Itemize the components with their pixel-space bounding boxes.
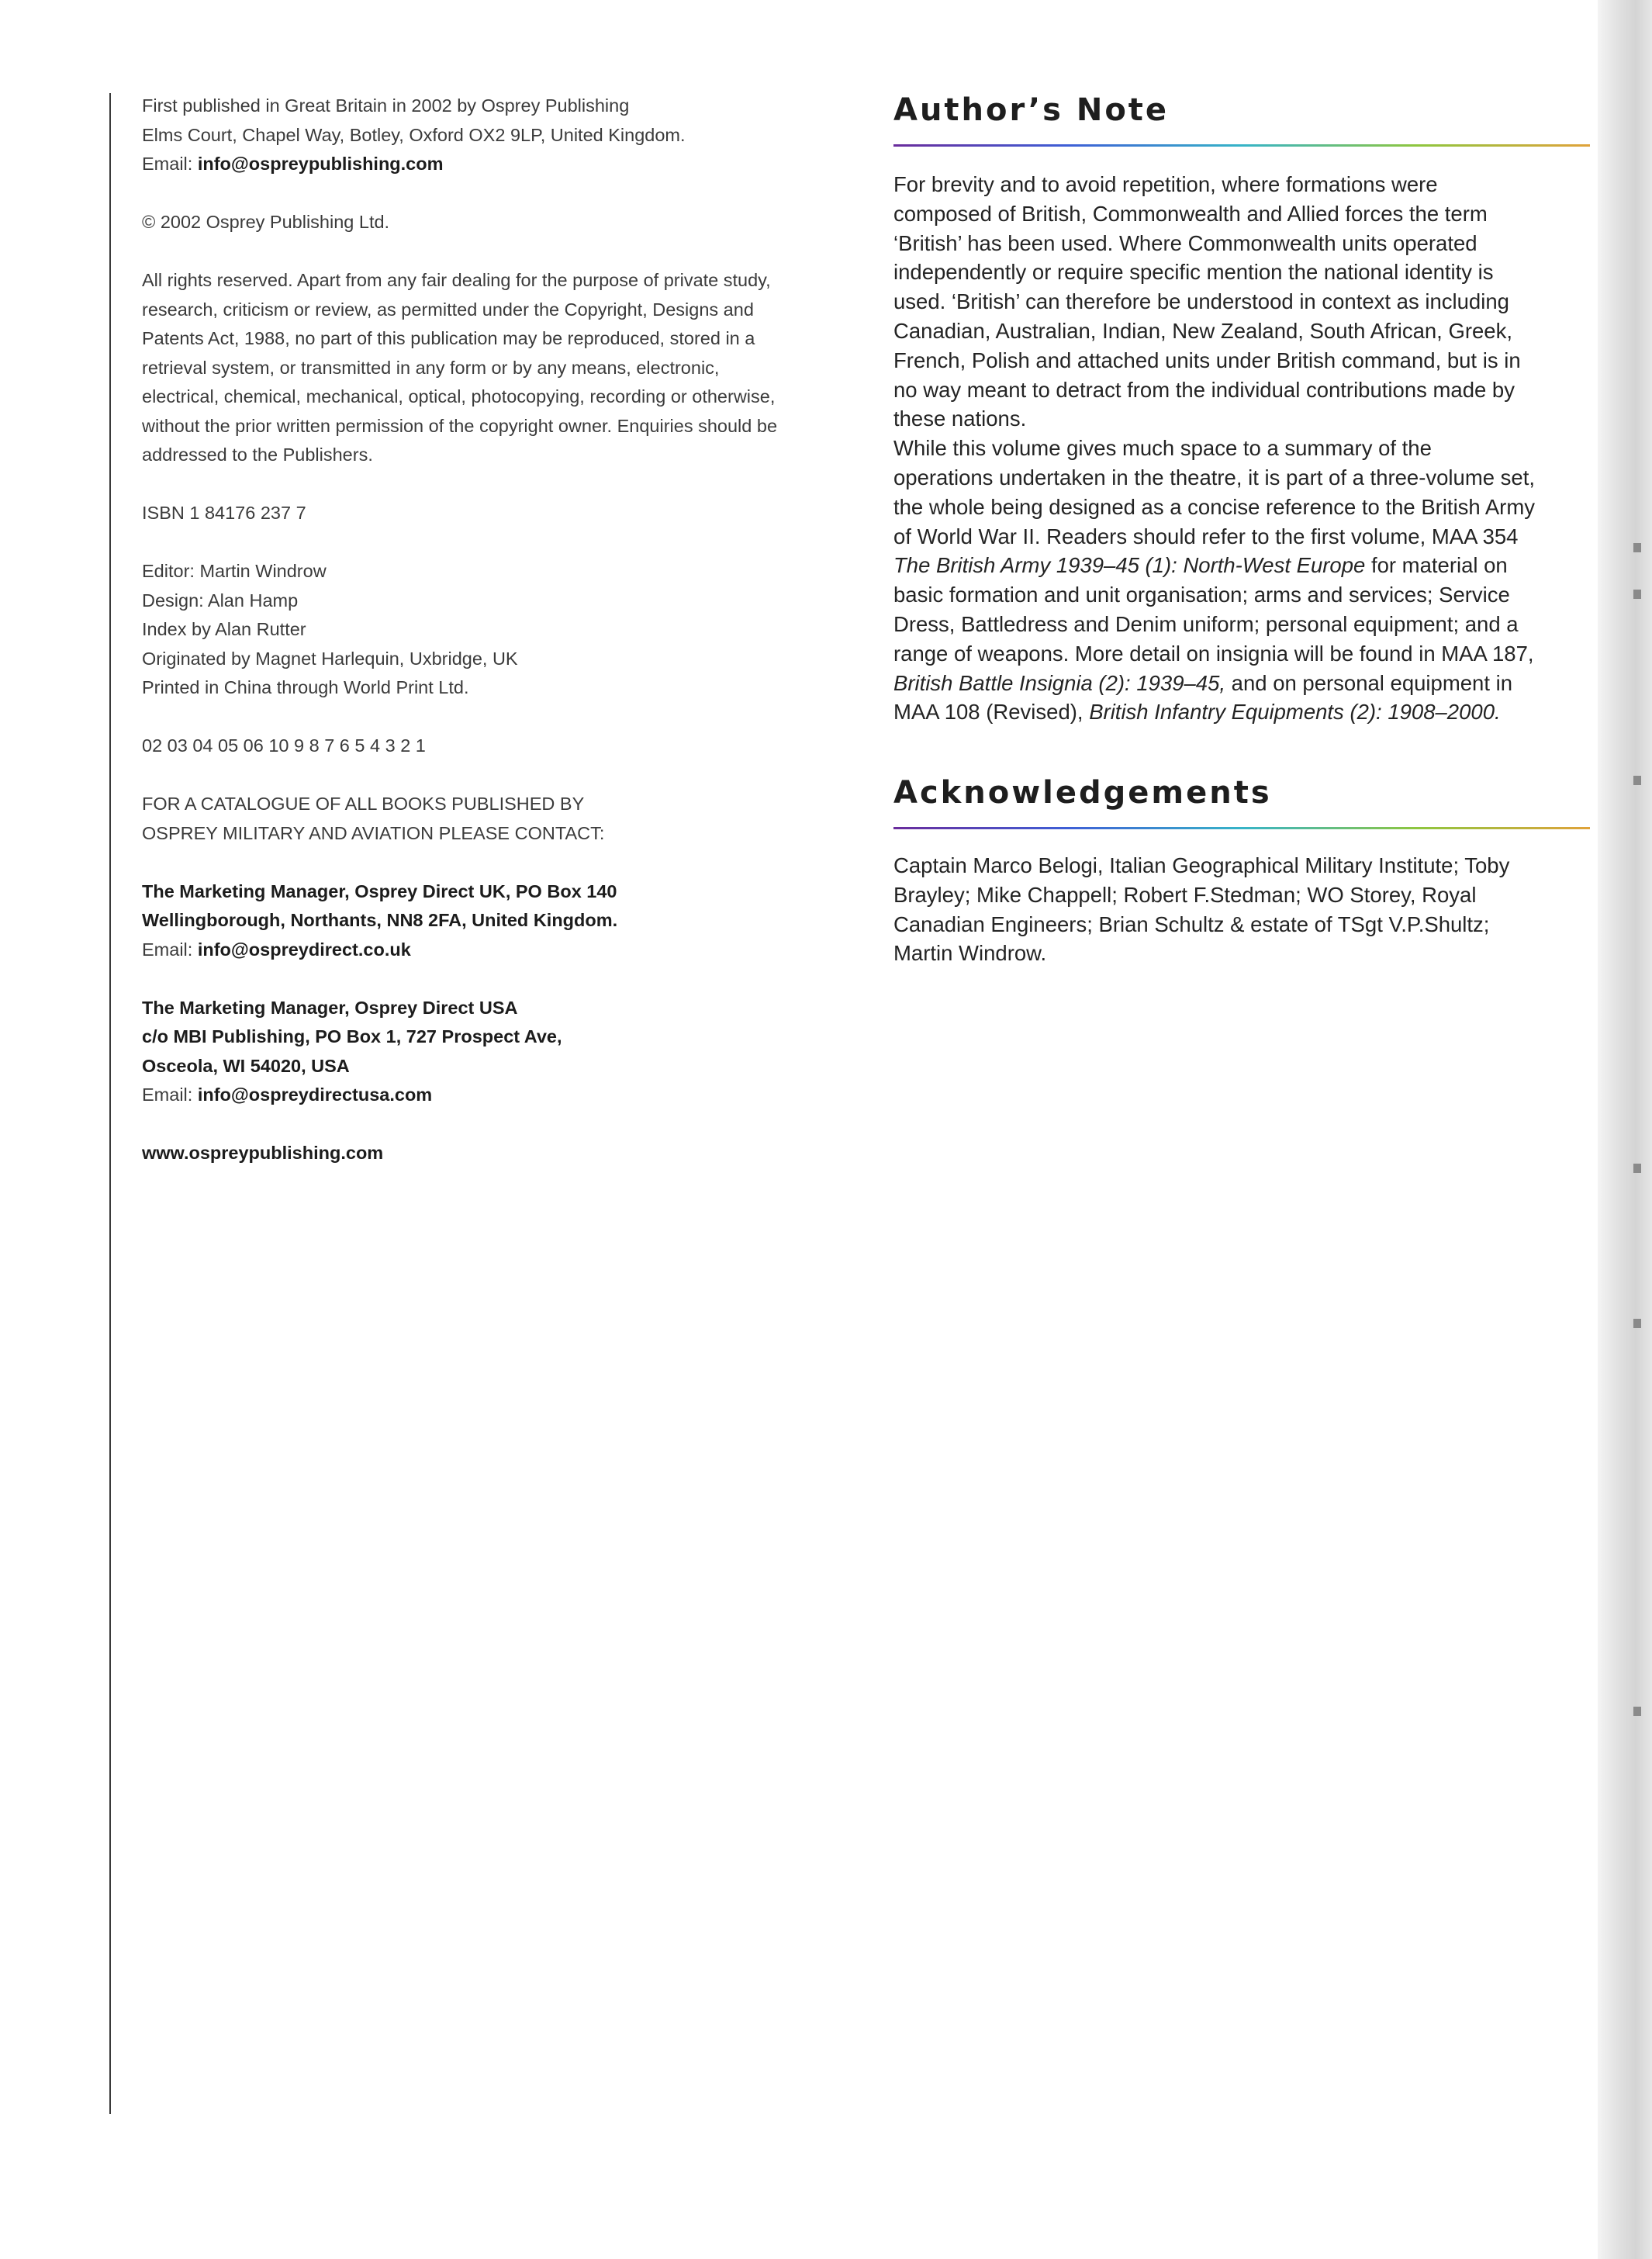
catalogue-notice: FOR A CATALOGUE OF ALL BOOKS PUBLISHED BY OSPREY MILITARY AND AVIATION PLEASE CONTACT:: [142, 794, 605, 843]
book-title: British Infantry Equipments (2): 1908–2000.: [1089, 700, 1501, 725]
authors-note-section: [893, 87, 1592, 727]
usa-email-link[interactable]: info@ospreydirectusa.com: [197, 1085, 433, 1105]
edge-mark: [1633, 1319, 1641, 1328]
heading-rule: [893, 827, 1590, 829]
rights-statement: All rights reserved. Apart from any fair dealing for the purpose of private study, research, criticism or review, as permitted under the Copyright, Designs and Patents Act, 1988, no part of this publication may be reproduced, stored in a retrieval system, or transmitted in any form or by any means, electronic, electrical, chemical, mechanical, optical, photocopying, recording or otherwise, without the prior written permission of the copyright owner. Enquiries should be addressed to the Publishers.: [142, 270, 778, 465]
isbn: ISBN 1 84176 237 7: [142, 503, 306, 523]
left-margin-rule: [109, 93, 111, 2114]
edge-mark: [1633, 590, 1641, 599]
publisher-line: First published in Great Britain in 2002 by Osprey Publishing: [142, 95, 630, 116]
authors-note-heading: Author’s Note: [893, 92, 1170, 128]
credits: Editor: Martin Windrow Design: Alan Hamp Index by Alan Rutter Originated by Magnet Harlequin, Uxbridge, UK Printed in China through World Print Ltd.: [142, 561, 518, 697]
edge-mark: [1633, 543, 1641, 552]
edge-mark: [1633, 776, 1641, 785]
page-edge-shadow: [1598, 0, 1652, 2259]
publisher-address: Elms Court, Chapel Way, Botley, Oxford OX2 9LP, United Kingdom.: [142, 124, 686, 145]
imprint-column: [142, 92, 840, 1197]
edge-mark: [1633, 1164, 1641, 1173]
publisher-block: [142, 92, 840, 179]
publisher-email-link[interactable]: info@ospreypublishing.com: [197, 154, 444, 174]
authors-note-body: For brevity and to avoid repetition, where formations were composed of British, Commonwealth and Allied forces the term ‘British’ has been used. Where Commonwealth units operated independently or require specific mention the national identity is used. ‘British’ can therefore be understood in context as including Canadian, Australian, Indian, New Zealand, South African, Greek, French, Polish and attached units under British command, but is in no way meant to detract from the individual contributions made by these nations. While this volume gives much space to a summary of the operations undertaken in the theatre, it is part of a three-volume set, the whole being designed as a concise reference to the British Army of World War II. Readers should refer to the first volume, MAA 354 The British Army 1939–45 (1): North-West Europe for material on basic formation and unit organisation; arms and services; Service Dress, Battledress and Denim uniform; personal equipment; and a range of weapons. More detail on insignia will be found in MAA 187, British Battle Insignia (2): 1939–45, and on personal equipment in MAA 108 (Revised), British Infantry Equipments (2): 1908–2000.: [893, 172, 1536, 725]
heading-rule: [893, 144, 1590, 147]
usa-contact: The Marketing Manager, Osprey Direct USA c/o MBI Publishing, PO Box 1, 727 Prospect Ave, Osceola, WI 54020, USA Email: info@ospreydirectusa.com: [142, 997, 562, 1105]
book-title: The British Army 1939–45 (1): North-West Europe: [893, 553, 1366, 578]
uk-email-link[interactable]: info@ospreydirect.co.uk: [197, 939, 411, 960]
acknowledgements-heading: Acknowledgements: [893, 775, 1272, 811]
website: [142, 1139, 840, 1168]
copyright: © 2002 Osprey Publishing Ltd.: [142, 212, 390, 232]
print-line: 02 03 04 05 06 10 9 8 7 6 5 4 3 2 1: [142, 735, 426, 756]
website-link[interactable]: www.ospreypublishing.com: [142, 1143, 384, 1163]
uk-contact: The Marketing Manager, Osprey Direct UK, PO Box 140 Wellingborough, Northants, NN8 2FA, United Kingdom. Email: info@ospreydirect.co.uk: [142, 880, 618, 960]
edge-mark: [1633, 1707, 1641, 1716]
acknowledgements-section: [893, 770, 1592, 968]
publisher-email: Email: info@ospreypublishing.com: [142, 154, 444, 174]
acknowledgements-body: Captain Marco Belogi, Italian Geographical Military Institute; Toby Brayley; Mike Chappell; Robert F.Stedman; WO Storey, Royal Canadian Engineers; Brian Schultz & estate of TSgt V.P.Shultz; Martin Windrow.: [893, 853, 1510, 966]
book-title: British Battle Insignia (2): 1939–45,: [893, 670, 1226, 695]
